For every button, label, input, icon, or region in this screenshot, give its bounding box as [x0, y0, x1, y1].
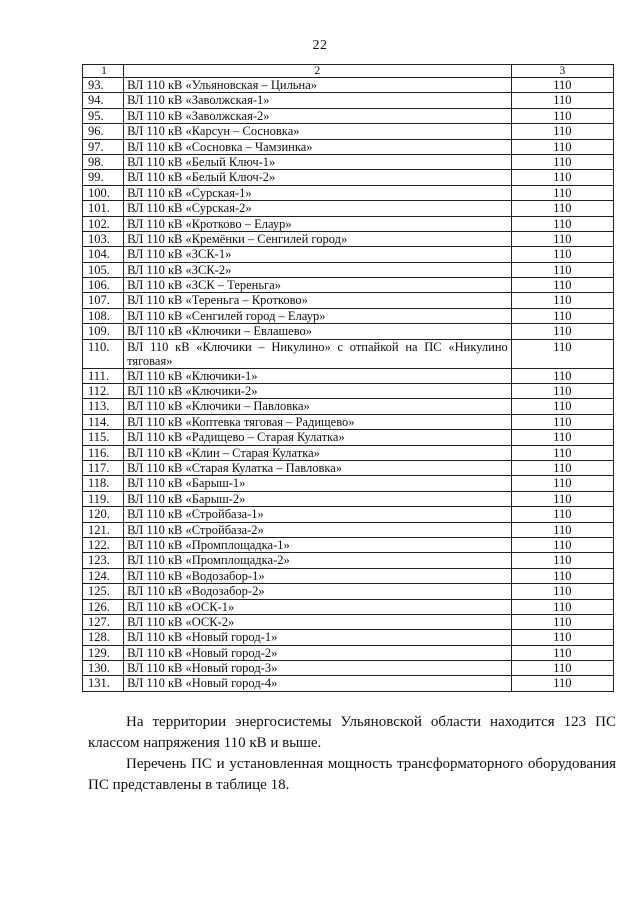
table-row	[83, 139, 614, 154]
table-row	[83, 384, 614, 399]
table-row	[83, 216, 614, 231]
table-row	[83, 185, 614, 200]
row-number: 104.	[83, 247, 124, 262]
table-row	[83, 201, 614, 216]
line-name: ВЛ 110 кВ «ОСК-1»	[124, 599, 512, 614]
table-row	[83, 553, 614, 568]
line-name: ВЛ 110 кВ «Водозабор-2»	[124, 584, 512, 599]
voltage-kv: 110	[511, 553, 613, 568]
line-name: ВЛ 110 кВ «Белый Ключ-2»	[124, 170, 512, 185]
row-number: 129.	[83, 645, 124, 660]
voltage-kv: 110	[511, 262, 613, 277]
voltage-kv: 110	[511, 507, 613, 522]
table-row	[83, 537, 614, 552]
table-row	[83, 661, 614, 676]
table-row	[83, 568, 614, 583]
table-row	[83, 170, 614, 185]
row-number: 119.	[83, 491, 124, 506]
table-row	[83, 614, 614, 629]
line-name: ВЛ 110 кВ «Новый город-3»	[124, 661, 512, 676]
line-name: ВЛ 110 кВ «Ульяновская – Цильна»	[124, 78, 512, 93]
header-col-2: 2	[124, 65, 512, 78]
row-number: 114.	[83, 414, 124, 429]
line-name: ВЛ 110 кВ «Барыш-2»	[124, 491, 512, 506]
voltage-kv: 110	[511, 139, 613, 154]
voltage-kv: 110	[511, 247, 613, 262]
voltage-kv: 110	[511, 568, 613, 583]
line-name: ВЛ 110 кВ «Белый Ключ-1»	[124, 154, 512, 169]
row-number: 107.	[83, 293, 124, 308]
table-row	[83, 324, 614, 339]
row-number: 126.	[83, 599, 124, 614]
row-number: 125.	[83, 584, 124, 599]
line-name: ВЛ 110 кВ «Сурская-2»	[124, 201, 512, 216]
row-number: 109.	[83, 324, 124, 339]
row-number: 117.	[83, 460, 124, 475]
voltage-kv: 110	[511, 445, 613, 460]
row-number: 121.	[83, 522, 124, 537]
voltage-kv: 110	[511, 324, 613, 339]
row-number: 110.	[83, 339, 124, 368]
voltage-kv: 110	[511, 124, 613, 139]
row-number: 113.	[83, 399, 124, 414]
voltage-kv: 110	[511, 460, 613, 475]
voltage-kv: 110	[511, 599, 613, 614]
line-name: ВЛ 110 кВ «Новый город-2»	[124, 645, 512, 660]
row-number: 103.	[83, 231, 124, 246]
voltage-kv: 110	[511, 78, 613, 93]
row-number: 123.	[83, 553, 124, 568]
table-row	[83, 78, 614, 93]
row-number: 98.	[83, 154, 124, 169]
row-number: 95.	[83, 108, 124, 123]
row-number: 94.	[83, 93, 124, 108]
table-row	[83, 308, 614, 323]
voltage-kv: 110	[511, 645, 613, 660]
paragraph-substation-count: На территории энергосистемы Ульяновской области находится 123 ПС классом напряжения 110 кВ и выше.	[88, 714, 616, 751]
table-row	[83, 599, 614, 614]
line-name: ВЛ 110 кВ «Сурская-1»	[124, 185, 512, 200]
table-row	[83, 293, 614, 308]
voltage-kv: 110	[511, 185, 613, 200]
line-name: ВЛ 110 кВ «ЗСК-1»	[124, 247, 512, 262]
row-number: 111.	[83, 368, 124, 383]
row-number: 100.	[83, 185, 124, 200]
table-row	[83, 522, 614, 537]
voltage-kv: 110	[511, 108, 613, 123]
voltage-kv: 110	[511, 339, 613, 368]
table-row	[83, 93, 614, 108]
paragraph-table-reference: Перечень ПС и установленная мощность трансформаторного оборудования ПС представлены в таблице 18.	[88, 756, 616, 793]
line-name: ВЛ 110 кВ «Новый город-4»	[124, 676, 512, 691]
line-name: ВЛ 110 кВ «Ключики – Павловка»	[124, 399, 512, 414]
row-number: 130.	[83, 661, 124, 676]
table-row	[83, 460, 614, 475]
voltage-kv: 110	[511, 661, 613, 676]
power-lines-table-body	[83, 65, 614, 692]
table-row	[83, 247, 614, 262]
row-number: 128.	[83, 630, 124, 645]
line-name: ВЛ 110 кВ «Водозабор-1»	[124, 568, 512, 583]
table-row	[83, 399, 614, 414]
row-number: 122.	[83, 537, 124, 552]
voltage-kv: 110	[511, 201, 613, 216]
line-name: ВЛ 110 кВ «Стройбаза-2»	[124, 522, 512, 537]
voltage-kv: 110	[511, 584, 613, 599]
line-name: ВЛ 110 кВ «Новый город-1»	[124, 630, 512, 645]
voltage-kv: 110	[511, 676, 613, 691]
row-number: 116.	[83, 445, 124, 460]
line-name: ВЛ 110 кВ «Тереньга – Кротково»	[124, 293, 512, 308]
line-name: ВЛ 110 кВ «Барыш-1»	[124, 476, 512, 491]
line-name: ВЛ 110 кВ «Коптевка тяговая – Радищево»	[124, 414, 512, 429]
row-number: 118.	[83, 476, 124, 491]
row-number: 96.	[83, 124, 124, 139]
voltage-kv: 110	[511, 308, 613, 323]
voltage-kv: 110	[511, 491, 613, 506]
line-name: ВЛ 110 кВ «ОСК-2»	[124, 614, 512, 629]
voltage-kv: 110	[511, 537, 613, 552]
row-number: 124.	[83, 568, 124, 583]
row-number: 93.	[83, 78, 124, 93]
row-number: 99.	[83, 170, 124, 185]
table-row	[83, 630, 614, 645]
table-row	[83, 108, 614, 123]
line-name: ВЛ 110 кВ «Клин – Старая Кулатка»	[124, 445, 512, 460]
row-number: 101.	[83, 201, 124, 216]
voltage-kv: 110	[511, 414, 613, 429]
table-row	[83, 476, 614, 491]
table-row	[83, 414, 614, 429]
row-number: 106.	[83, 278, 124, 293]
voltage-kv: 110	[511, 430, 613, 445]
line-name: ВЛ 110 кВ «Заволжская-1»	[124, 93, 512, 108]
line-name: ВЛ 110 кВ «ЗСК – Тереньга»	[124, 278, 512, 293]
line-name: ВЛ 110 кВ «Старая Кулатка – Павловка»	[124, 460, 512, 475]
line-name: ВЛ 110 кВ «Промплощадка-2»	[124, 553, 512, 568]
voltage-kv: 110	[511, 384, 613, 399]
line-name: ВЛ 110 кВ «Кремёнки – Сенгилей город»	[124, 231, 512, 246]
row-number: 97.	[83, 139, 124, 154]
table-row	[83, 262, 614, 277]
table-row	[83, 124, 614, 139]
table-row	[83, 676, 614, 691]
line-name: ВЛ 110 кВ «Кротково – Елаур»	[124, 216, 512, 231]
voltage-kv: 110	[511, 278, 613, 293]
row-number: 115.	[83, 430, 124, 445]
line-name: ВЛ 110 кВ «Сенгилей город – Елаур»	[124, 308, 512, 323]
line-name: ВЛ 110 кВ «Сосновка – Чамзинка»	[124, 139, 512, 154]
line-name: ВЛ 110 кВ «Радищево – Старая Кулатка»	[124, 430, 512, 445]
voltage-kv: 110	[511, 216, 613, 231]
table-row	[83, 430, 614, 445]
line-name: ВЛ 110 кВ «Стройбаза-1»	[124, 507, 512, 522]
voltage-kv: 110	[511, 399, 613, 414]
voltage-kv: 110	[511, 476, 613, 491]
table-row	[83, 584, 614, 599]
row-number: 127.	[83, 614, 124, 629]
line-name: ВЛ 110 кВ «Заволжская-2»	[124, 108, 512, 123]
line-name: ВЛ 110 кВ «Промплощадка-1»	[124, 537, 512, 552]
line-name: ВЛ 110 кВ «Ключики-1»	[124, 368, 512, 383]
table-row	[83, 154, 614, 169]
row-number: 105.	[83, 262, 124, 277]
voltage-kv: 110	[511, 630, 613, 645]
table-row	[83, 278, 614, 293]
line-name: ВЛ 110 кВ «Ключики-2»	[124, 384, 512, 399]
line-name: ВЛ 110 кВ «Ключики – Никулино» с отпайкой на ПС «Никулино тяговая»	[124, 339, 512, 368]
line-name: ВЛ 110 кВ «Карсун – Сосновка»	[124, 124, 512, 139]
row-number: 120.	[83, 507, 124, 522]
row-number: 131.	[83, 676, 124, 691]
voltage-kv: 110	[511, 522, 613, 537]
row-number: 102.	[83, 216, 124, 231]
table-row	[83, 445, 614, 460]
power-lines-table	[82, 64, 614, 692]
voltage-kv: 110	[511, 170, 613, 185]
line-name: ВЛ 110 кВ «Ключики – Евлашево»	[124, 324, 512, 339]
table-row	[83, 491, 614, 506]
table-row	[83, 507, 614, 522]
voltage-kv: 110	[511, 368, 613, 383]
table-row	[83, 231, 614, 246]
header-col-3: 3	[511, 65, 613, 78]
line-name: ВЛ 110 кВ «ЗСК-2»	[124, 262, 512, 277]
voltage-kv: 110	[511, 231, 613, 246]
body-text	[88, 712, 616, 796]
row-number: 108.	[83, 308, 124, 323]
table-row	[83, 645, 614, 660]
row-number: 112.	[83, 384, 124, 399]
voltage-kv: 110	[511, 154, 613, 169]
table-row	[83, 368, 614, 383]
voltage-kv: 110	[511, 93, 613, 108]
table-row	[83, 339, 614, 368]
table-header-row	[83, 65, 614, 78]
voltage-kv: 110	[511, 293, 613, 308]
header-col-1: 1	[83, 65, 124, 78]
voltage-kv: 110	[511, 614, 613, 629]
page-number: 22	[312, 38, 328, 53]
